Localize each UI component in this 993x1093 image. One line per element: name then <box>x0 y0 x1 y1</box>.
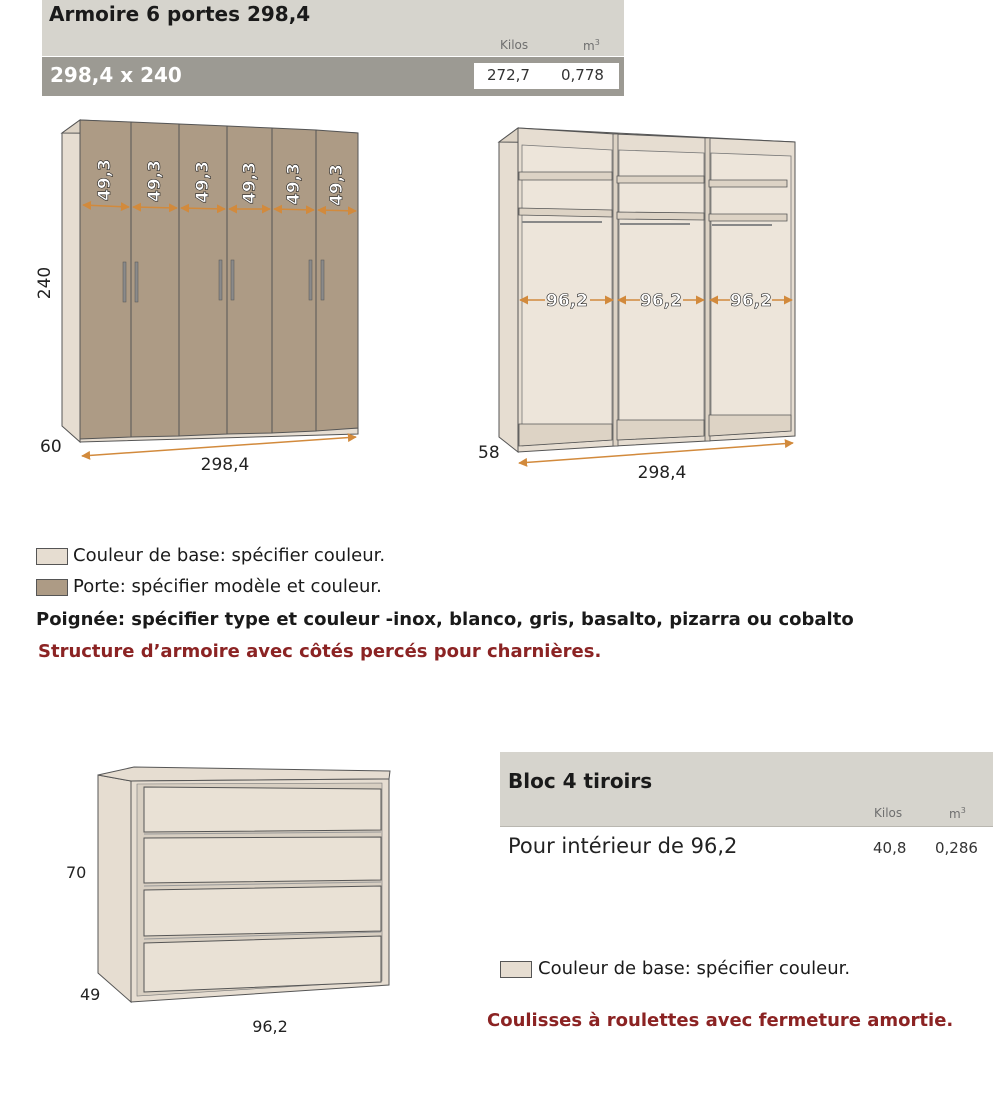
handle-5 <box>309 260 312 300</box>
drawer-block-title: Bloc 4 tiroirs <box>508 769 653 793</box>
handle-2 <box>135 262 138 302</box>
drawer-block-description: Pour intérieur de 96,2 <box>508 834 738 858</box>
drawer-m3: 0,286 <box>935 839 978 857</box>
wardrobe-m3: 0,778 <box>561 66 604 84</box>
door-1-width-label: 49,3 <box>95 159 115 201</box>
front-depth-label: 60 <box>40 437 62 457</box>
door-4-width-label: 49,3 <box>240 162 260 204</box>
door-3-width-arrow <box>181 208 225 209</box>
drawer-depth-label: 49 <box>80 985 101 1004</box>
interior-width-label: 298,4 <box>637 463 687 483</box>
wardrobe-col-kilos: Kilos <box>500 38 529 52</box>
front-width-label: 298,4 <box>200 455 250 475</box>
wardrobe-interior-view <box>478 128 795 483</box>
structure-note: Structure d’armoire avec côtés percés pour charnières. <box>38 641 602 662</box>
door-6-width-arrow <box>318 210 356 211</box>
drawer-width-label: 96,2 <box>252 1017 288 1036</box>
drawer-col-kilos: Kilos <box>874 806 903 820</box>
section-3-width-label: 96,2 <box>730 291 772 311</box>
handle-4 <box>231 260 234 300</box>
door-3-width-label: 49,3 <box>193 161 213 203</box>
wardrobe-dimension: 298,4 x 240 <box>50 63 182 87</box>
drawer-col-m3: $m^3$ <box>949 806 966 821</box>
drawer-note: Coulisses à roulettes avec fermeture amortie. <box>487 1010 954 1031</box>
wardrobe-col-m3: $m^3$ <box>583 38 600 53</box>
handle-1 <box>123 262 126 302</box>
drawer-block-drawing <box>66 767 390 1036</box>
door-2-width-arrow <box>133 207 177 208</box>
wardrobe-title: Armoire 6 portes 298,4 <box>49 2 311 26</box>
door-2-width-label: 49,3 <box>145 160 165 202</box>
section-2-width-label: 96,2 <box>640 291 682 311</box>
drawer-height-label: 70 <box>66 863 87 882</box>
door-5-width-arrow <box>274 209 314 210</box>
door-legend: Porte: spécifier modèle et couleur. <box>73 576 382 597</box>
section-1-width-label: 96,2 <box>546 291 588 311</box>
handle-legend: Poignée: spécifier type et couleur -inox, blanco, gris, basalto, pizarra ou cobalto <box>36 609 854 630</box>
front-side-panel <box>62 120 80 442</box>
drawer-kilos: 40,8 <box>873 839 907 857</box>
door-5-width-label: 49,3 <box>284 163 304 205</box>
wardrobe-front-view <box>35 120 358 475</box>
base-color-legend: Couleur de base: spécifier couleur. <box>73 545 386 566</box>
interior-depth-label: 58 <box>478 443 500 463</box>
drawer-base-color-legend: Couleur de base: spécifier couleur. <box>538 958 851 979</box>
base-color-swatch <box>36 548 68 565</box>
door-6-width-label: 49,3 <box>327 164 347 206</box>
door-color-swatch <box>36 579 68 596</box>
handle-3 <box>219 260 222 300</box>
wardrobe-kilos: 272,7 <box>487 66 530 84</box>
drawer-base-color-swatch <box>500 961 532 978</box>
front-height-label: 240 <box>35 266 55 300</box>
drawer-block-rule <box>500 826 993 827</box>
handle-6 <box>321 260 324 300</box>
